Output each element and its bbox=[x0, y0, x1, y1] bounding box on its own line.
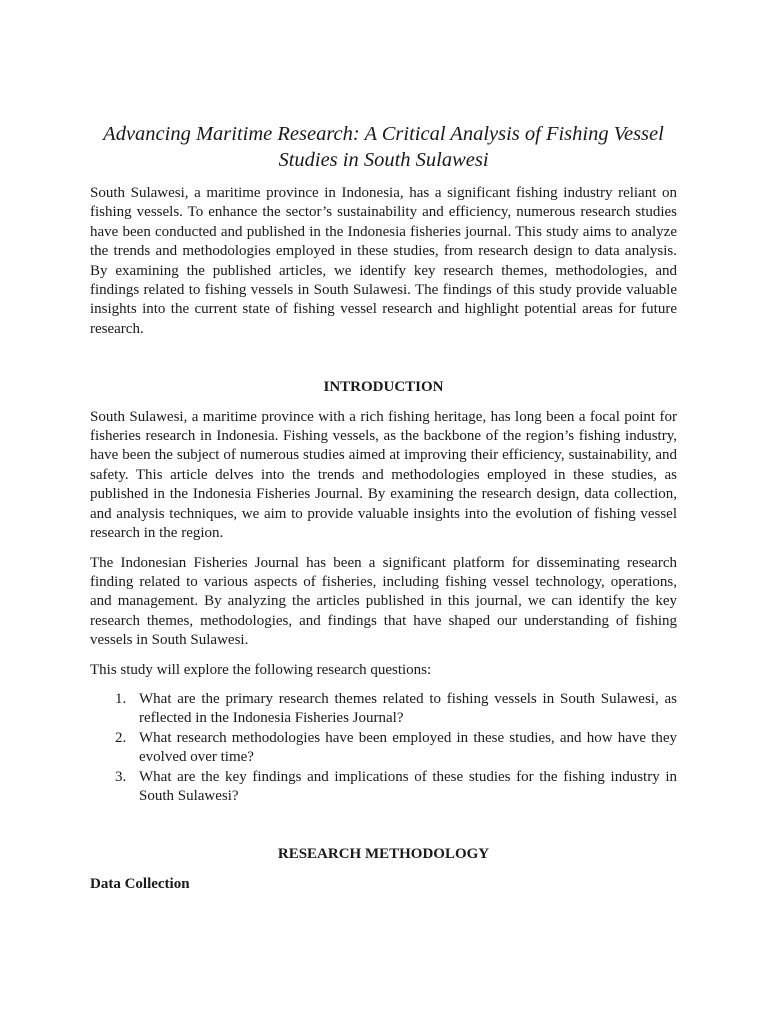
list-item-number: 1. bbox=[115, 690, 127, 707]
list-item bbox=[90, 768, 677, 807]
document-title: Advancing Maritime Research: A Critical Analysis of Fishing Vessel Studies in South Sulawesi bbox=[103, 123, 664, 171]
list-item-text: What are the key findings and implications of these studies for the fishing industry in South Sulawesi? bbox=[139, 768, 677, 804]
introduction-paragraph: The Indonesian Fisheries Journal has been a significant platform for disseminating research finding related to various aspects of fisheries, including fishing vessel technology, operations, and management. By analyzing the articles published in this journal, we can identify the key research themes, methodologies, and findings that have shaped our understanding of fishing vessels in South Sulawesi. bbox=[90, 554, 677, 649]
research-questions-list bbox=[90, 690, 677, 806]
list-item bbox=[90, 690, 677, 729]
list-item-text: What research methodologies have been employed in these studies, and how have they evolved over time? bbox=[139, 729, 677, 766]
list-item bbox=[90, 729, 677, 768]
list-item-number: 3. bbox=[115, 768, 127, 785]
introduction-heading: INTRODUCTION bbox=[323, 379, 444, 396]
methodology-heading: RESEARCH METHODOLOGY bbox=[277, 846, 490, 863]
list-item-number: 2. bbox=[115, 729, 127, 746]
abstract-paragraph: South Sulawesi, a maritime province in Indonesia, has a significant fishing industry reliant on fishing vessels. To enhance the sector’s sustainability and efficiency, numerous research studies have been conducted and published in the Indonesia fisheries journal. This study aims to analyze the trends and methodologies employed in these studies, from research design to data analysis. By examining the published articles, we identify key research themes, methodologies, and findings related to fishing vessels in South Sulawesi. The findings of this study provide valuable insights into the current state of fishing vessel research and highlight potential areas for future research. bbox=[90, 185, 677, 337]
introduction-paragraph: South Sulawesi, a maritime province with a rich fishing heritage, has long been a focal point for fisheries research in Indonesia. Fishing vessels, as the backbone of the region’s fishing industry, have been the subject of numerous studies aimed at improving their efficiency, sustainability, and safety. This article delves into the trends and methodologies employed in these studies, as published in the Indonesia Fisheries Journal. By examining the research design, data collection, and analysis techniques, we aim to provide valuable insights into the evolution of fishing vessel research in the region. bbox=[90, 408, 677, 542]
research-questions-lead: This study will explore the following research questions: bbox=[90, 661, 432, 678]
list-item-text: What are the primary research themes related to fishing vessels in South Sulawesi, as reflected in the Indonesia Fisheries Journal? bbox=[139, 690, 677, 727]
data-collection-subheading: Data Collection bbox=[90, 875, 190, 892]
document-page bbox=[90, 121, 677, 894]
